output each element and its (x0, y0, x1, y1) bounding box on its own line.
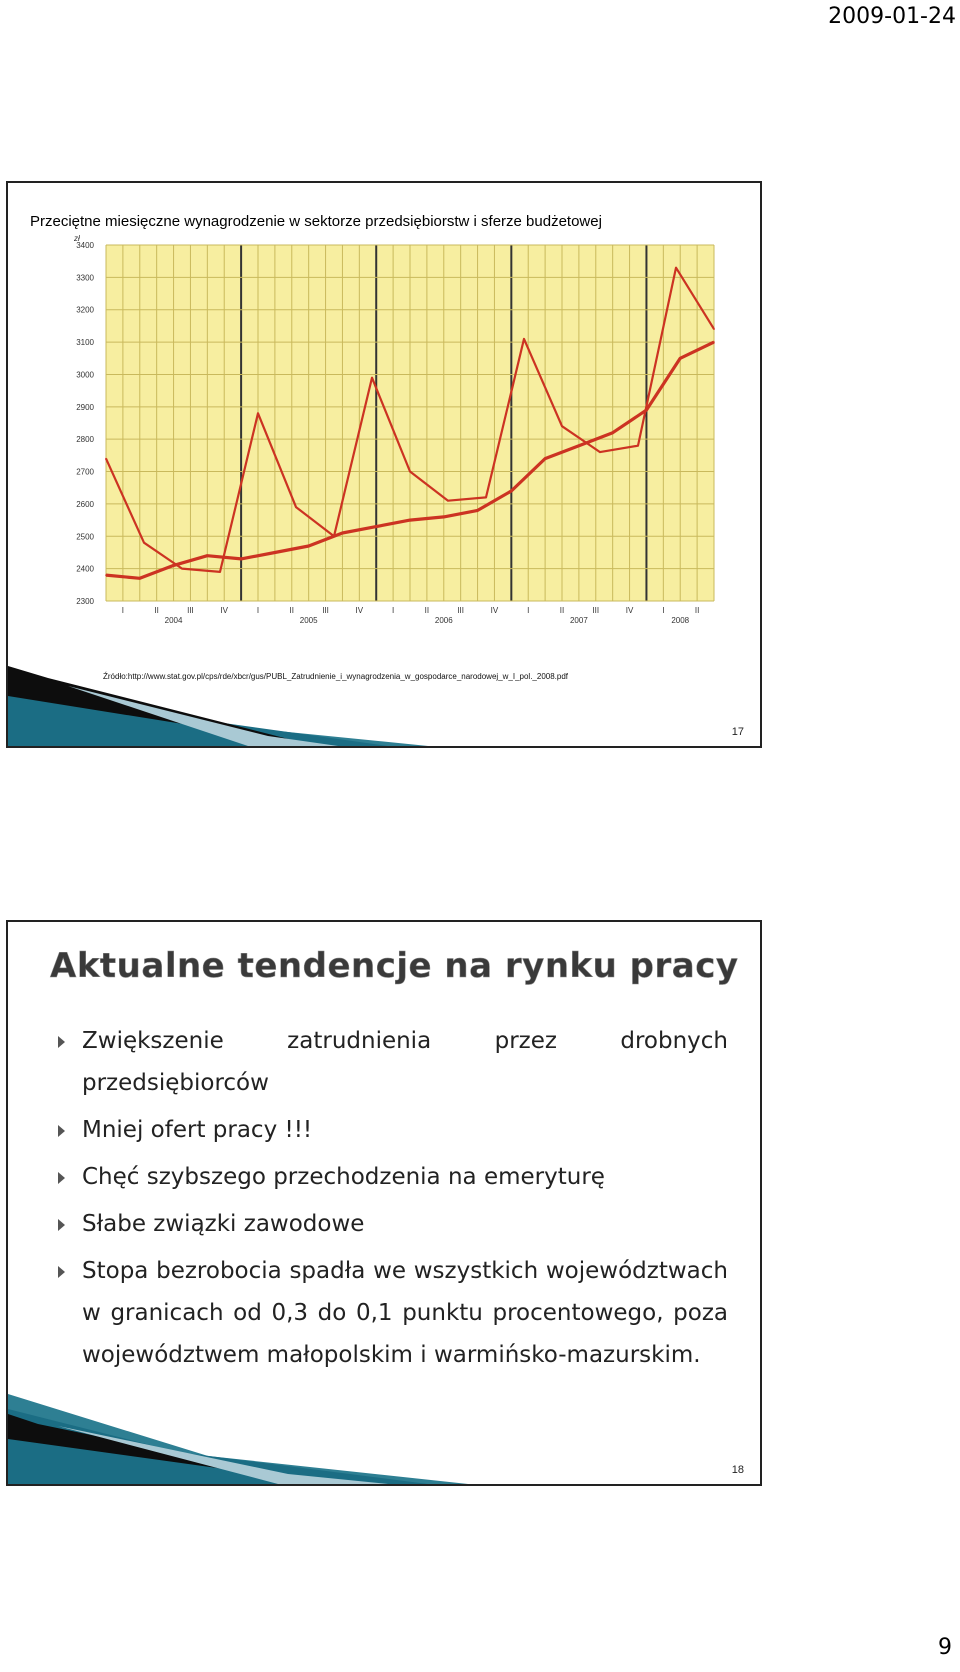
y-tick-label: 3100 (76, 338, 94, 348)
y-tick-label: 3400 (76, 241, 94, 250)
bullet-text: Słabe związki zawodowe (82, 1211, 365, 1237)
y-tick-label: 2500 (76, 532, 94, 542)
y-tick-label: 2300 (76, 597, 94, 606)
data-point (139, 578, 141, 580)
x-tick-label: I (391, 606, 395, 615)
x-tick-label: IV (625, 606, 634, 615)
data-point (485, 497, 487, 499)
bullet-text: Zwiększenie zatrudnienia przez drobnych przedsiębiorców (82, 1028, 728, 1096)
data-point (675, 267, 677, 269)
x-tick-label: II (694, 606, 700, 615)
data-point (599, 451, 601, 453)
bullet-arrow-icon (58, 1172, 65, 1184)
data-point (207, 555, 209, 557)
slide-18 (6, 920, 762, 1486)
data-point (443, 516, 445, 518)
slide-corner-decoration (8, 1394, 468, 1484)
x-tick-label: I (121, 606, 125, 615)
data-point (477, 510, 479, 512)
slide-number: 18 (731, 1464, 744, 1476)
x-tick-label: II (424, 606, 430, 615)
x-tick-label: IV (355, 606, 364, 615)
year-label: 2008 (671, 616, 690, 625)
data-point (219, 571, 221, 573)
data-point (523, 338, 525, 340)
x-tick-label: III (322, 606, 329, 615)
data-point (713, 341, 715, 343)
data-point (713, 328, 715, 330)
slide-number: 17 (731, 726, 744, 738)
year-label: 2004 (164, 616, 183, 625)
bullet-arrow-icon (58, 1266, 65, 1278)
source-note: Źródło:http://www.stat.gov.pl/cps/rde/xbcr/gus/PUBL_Zatrudnienie_i_wynagrodzenia_w_gospodarce_narodowej_w_I_pol._2008.pdf (103, 672, 569, 681)
page-number: 9 (938, 1635, 952, 1660)
data-point (612, 432, 614, 434)
bullet-text: Stopa bezrobocia spadła we wszystkich województwach w granicach od 0,3 do 0,1 punktu procentowego, poza województwem małopolskim i warmińsko-mazurskim. (82, 1258, 728, 1368)
y-tick-label: 2900 (76, 402, 94, 412)
year-label: 2005 (299, 616, 318, 625)
data-point (308, 545, 310, 547)
x-tick-label: I (256, 606, 260, 615)
data-point (274, 552, 276, 554)
y-tick-label: 3300 (76, 273, 94, 283)
bullet-item (56, 1020, 728, 1104)
slide-corner-decoration (8, 656, 428, 746)
bullet-item (56, 1109, 728, 1151)
x-tick-label: III (592, 606, 600, 615)
x-tick-label: II (289, 606, 295, 615)
data-point (371, 377, 373, 379)
data-point (409, 519, 411, 521)
data-point (511, 490, 513, 492)
data-point (257, 412, 259, 414)
bullet-item (56, 1203, 728, 1245)
x-tick-label: I (527, 606, 530, 615)
x-tick-label: III (457, 606, 465, 615)
y-tick-label: 2600 (76, 499, 94, 509)
data-point (646, 409, 648, 411)
data-point (143, 542, 145, 544)
data-point (561, 425, 563, 427)
x-tick-label: III (187, 606, 194, 615)
data-point (447, 500, 449, 502)
bullet-arrow-icon (58, 1125, 65, 1137)
data-point (342, 532, 344, 534)
data-point (173, 565, 175, 567)
x-tick-label: IV (220, 606, 229, 615)
x-tick-label: IV (490, 606, 499, 615)
bullet-arrow-icon (58, 1036, 65, 1048)
bullet-text: Chęć szybszego przechodzenia na emeryturę (82, 1164, 605, 1190)
document-date: 2009-01-24 (828, 4, 956, 29)
y-tick-label: 2800 (76, 435, 94, 445)
data-point (240, 558, 242, 560)
bullet-arrow-icon (58, 1219, 65, 1231)
data-point (181, 568, 183, 570)
bullet-item (56, 1156, 728, 1198)
data-point (105, 574, 107, 576)
data-point (375, 526, 377, 528)
data-point (578, 445, 580, 447)
salary-line-chart (8, 183, 760, 703)
year-label: 2007 (569, 616, 588, 625)
bullet-text: Mniej ofert pracy !!! (82, 1117, 313, 1143)
y-tick-label: 2400 (76, 564, 94, 574)
x-tick-label: I (662, 606, 665, 615)
y-tick-label: 3000 (76, 370, 94, 380)
data-point (637, 445, 639, 447)
y-axis-label: zł (74, 234, 80, 243)
slide-title: Aktualne tendencje na rynku pracy (50, 946, 739, 986)
data-point (544, 458, 546, 460)
data-point (409, 471, 411, 473)
data-point (105, 458, 107, 460)
bullet-item (56, 1250, 728, 1376)
slide-17 (6, 181, 762, 748)
year-label: 2006 (434, 616, 453, 625)
x-tick-label: II (559, 606, 565, 615)
data-point (679, 357, 681, 359)
y-tick-label: 2700 (76, 467, 94, 477)
x-tick-label: II (154, 606, 159, 615)
data-point (295, 506, 297, 508)
y-tick-label: 3200 (76, 305, 94, 315)
slide-title: Przeciętne miesięczne wynagrodzenie w sektorze przedsiębiorstw i sferze budżetowej (30, 213, 602, 230)
bullet-list (56, 1020, 728, 1381)
